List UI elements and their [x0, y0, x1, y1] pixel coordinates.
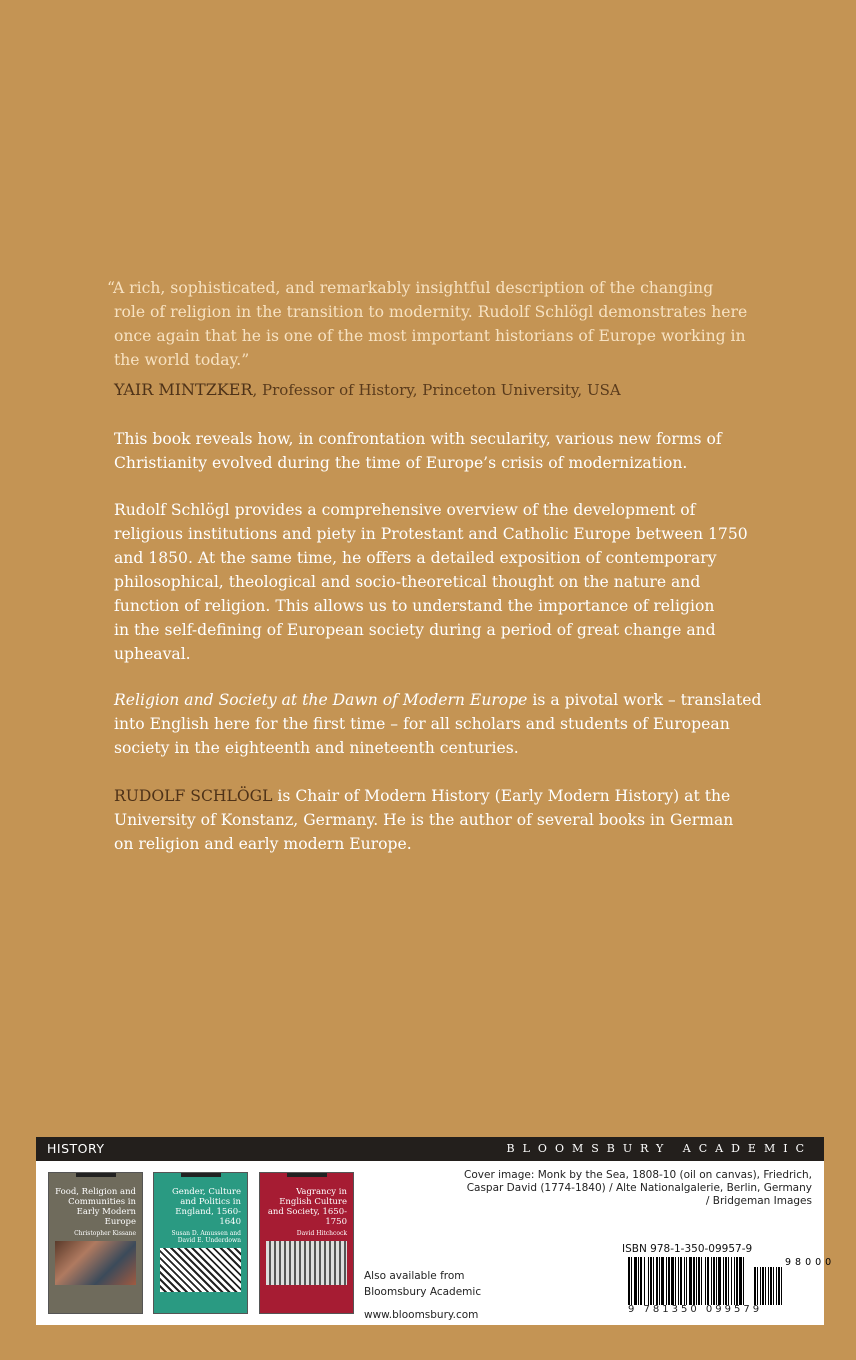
- quote-line: once again that he is one of the most important historians of Europe working in: [114, 327, 746, 345]
- text-line: into English here for the first time – for all scholars and students of European: [114, 715, 730, 733]
- text-line: on religion and early modern Europe.: [114, 835, 412, 853]
- related-book-title: Vagrancy in English Culture and Society, 1650-1750: [267, 1187, 347, 1227]
- barcode-addon-bar: [782, 1267, 784, 1305]
- author-name: RUDOLF SCHLÖGL: [114, 787, 273, 805]
- paragraph-overview: [114, 498, 754, 666]
- text-line: and 1850. At the same time, he offers a detailed exposition of contemporary: [114, 549, 717, 567]
- cover-painting-image: [55, 1241, 136, 1285]
- related-book: [153, 1172, 248, 1314]
- text-line: This book reveals how, in confrontation with secularity, various new forms of: [114, 430, 722, 448]
- author-bio: [114, 784, 754, 856]
- cover-band: [76, 1173, 116, 1177]
- barcode-gap: [746, 1257, 754, 1305]
- reviewer-name: YAIR MINTZKER: [114, 380, 253, 399]
- category-label: HISTORY: [47, 1141, 105, 1156]
- related-book-author: David Hitchcock: [296, 1230, 347, 1237]
- text-line: society in the eighteenth and nineteenth centuries.: [114, 739, 519, 757]
- quote-line: role of religion in the transition to modernity. Rudolf Schlögl demonstrates here: [114, 303, 748, 321]
- text-line: University of Konstanz, Germany. He is the author of several books in German: [114, 811, 734, 829]
- text-line: religious institutions and piety in Protestant and Catholic Europe between 1750: [114, 525, 748, 543]
- quote-line: “A rich, sophisticated, and remarkably insightful description of the changing: [107, 279, 714, 297]
- paragraph-significance: [114, 688, 762, 760]
- cover-band: [287, 1173, 327, 1177]
- book-title: Religion and Society at the Dawn of Modern Europe: [114, 691, 528, 709]
- series-band: [36, 1137, 824, 1161]
- also-available-text: Also available from: [364, 1270, 465, 1282]
- back-panel: [36, 1161, 836, 1325]
- related-book-author: Susan D. Amussen and David E. Underdown: [171, 1230, 241, 1244]
- text-line: is Chair of Modern History (Early Modern History) at the: [272, 787, 731, 805]
- related-book: [48, 1172, 143, 1314]
- woodcut-image: [160, 1248, 241, 1292]
- quote-line: the world today.”: [114, 351, 250, 369]
- publisher-logo: BLOOMSBURY ACADEMIC: [506, 1142, 812, 1155]
- text-line: is a pivotal work – translated: [527, 691, 762, 709]
- text-line: Rudolf Schlögl provides a comprehensive overview of the development of: [114, 501, 696, 519]
- credit-line: Caspar David (1774-1840) / Alte Nationalgalerie, Berlin, Germany: [466, 1182, 812, 1194]
- credit-line: Cover image: Monk by the Sea, 1808-10 (oil on canvas), Friedrich,: [464, 1169, 812, 1181]
- related-book-title: Gender, Culture and Politics in England, 1560-1640: [172, 1187, 241, 1227]
- review-quote: [107, 276, 754, 372]
- text-line: function of religion. This allows us to understand the importance of religion: [114, 597, 715, 615]
- quote-attribution: [114, 378, 754, 402]
- text-line: philosophical, theological and socio-theoretical thought on the nature and: [114, 573, 701, 591]
- text-line: Christianity evolved during the time of Europe’s crisis of modernization.: [114, 454, 688, 472]
- related-book: [259, 1172, 354, 1314]
- cover-band: [181, 1173, 221, 1177]
- also-available-publisher: Bloomsbury Academic: [364, 1286, 482, 1298]
- related-book-title: Food, Religion and Communities in Early Modern Europe: [55, 1187, 136, 1227]
- related-book-author: Christopher Kissane: [74, 1230, 136, 1237]
- website-link[interactable]: www.bloomsbury.com: [364, 1309, 479, 1321]
- text-line: upheaval.: [114, 645, 191, 663]
- cover-credit: [432, 1169, 812, 1208]
- paragraph-intro: [114, 427, 754, 475]
- reviewer-affiliation: , Professor of History, Princeton University, USA: [252, 381, 621, 399]
- text-line: in the self-defining of European society during a period of great change and: [114, 621, 716, 639]
- barcode-digits: 9 781350 099579: [628, 1304, 763, 1315]
- price-code: 98000: [785, 1257, 836, 1268]
- isbn-barcode: [628, 1257, 784, 1305]
- engraving-image: [266, 1241, 347, 1285]
- isbn-label: ISBN 978-1-350-09957-9: [622, 1243, 753, 1255]
- credit-line: / Bridgeman Images: [705, 1195, 812, 1207]
